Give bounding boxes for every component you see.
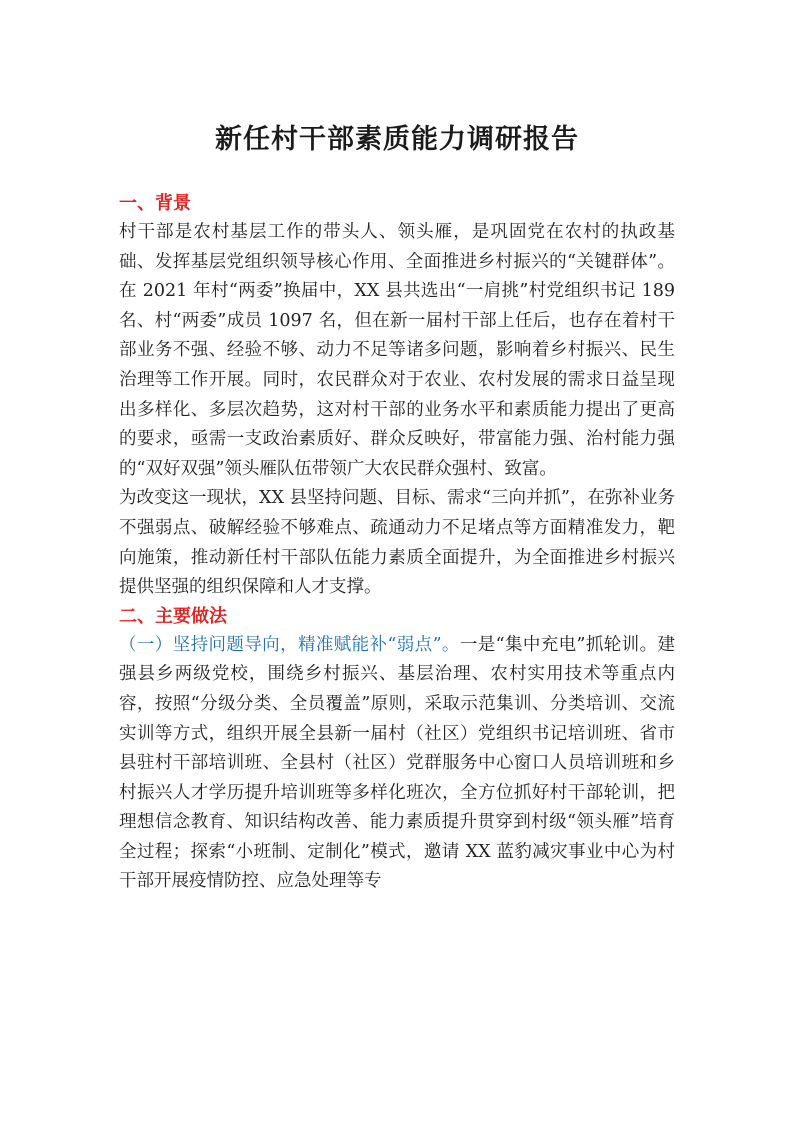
- practices-paragraph-1-text: 一是“集中充电”抓轮训。建强县乡两级党校，围绕乡村振兴、基层治理、农村实用技术等重点内容，按照“分级分类、全员覆盖”原则，采取示范集训、分类培训、交流实训等方式，组织开展全县新一届村（社区）党组织书记培训班、省市县驻村干部培训班、全县村（社区）党群服务中心窗口人员培训班和乡村振兴人才学历提升培训班等多样化班次，全方位抓好村干部轮训，把理想信念教育、知识结构改善、能力素质提升贯穿到村级“领头雁”培育全过程；探索“小班制、定制化”模式，邀请 XX 蓝豹减灾事业中心为村干部开展疫情防控、应急处理等专: [119, 634, 675, 892]
- background-paragraph-1: 村干部是农村基层工作的带头人、领头雁，是巩固党在农村的执政基础、发挥基层党组织领导核心作用、全面推进乡村振兴的“关键群体”。在 2021 年村“两委”换届中，XX 县共选出“一肩挑”村党组织书记 189 名、村“两委”成员 1097 名，但在新一届村干部上任后，也存在着村干部业务不强、经验不够、动力不足等诸多问题，影响着乡村振兴、民生治理等工作开展。同时，农民群众对于农业、农村发展的需求日益呈现出多样化、多层次趋势，这对村干部的业务水平和素质能力提出了更高的要求，亟需一支政治素质好、群众反映好，带富能力强、治村能力强的“双好双强”领头雁队伍带领广大农民群众强村、致富。: [119, 222, 676, 479]
- subheading-problem-oriented: （一）坚持问题导向，精准赋能补“弱点”。: [119, 634, 460, 655]
- document-body: [119, 118, 675, 897]
- practices-paragraph-1: [119, 631, 675, 897]
- section-heading-background: 一、背景: [119, 193, 191, 214]
- background-paragraph-2: 为改变这一现状，XX 县坚持问题、目标、需求“三向并抓”，在弥补业务不强弱点、破解经验不够难点、疏通动力不足堵点等方面精准发力，靶向施策，推动新任村干部队伍能力素质全面提升，为全面推进乡村振兴提供坚强的组织保障和人才支撑。: [119, 488, 675, 598]
- section-heading-main-practices: 二、主要做法: [119, 605, 227, 627]
- document-title: 新任村干部素质能力调研报告: [215, 124, 579, 155]
